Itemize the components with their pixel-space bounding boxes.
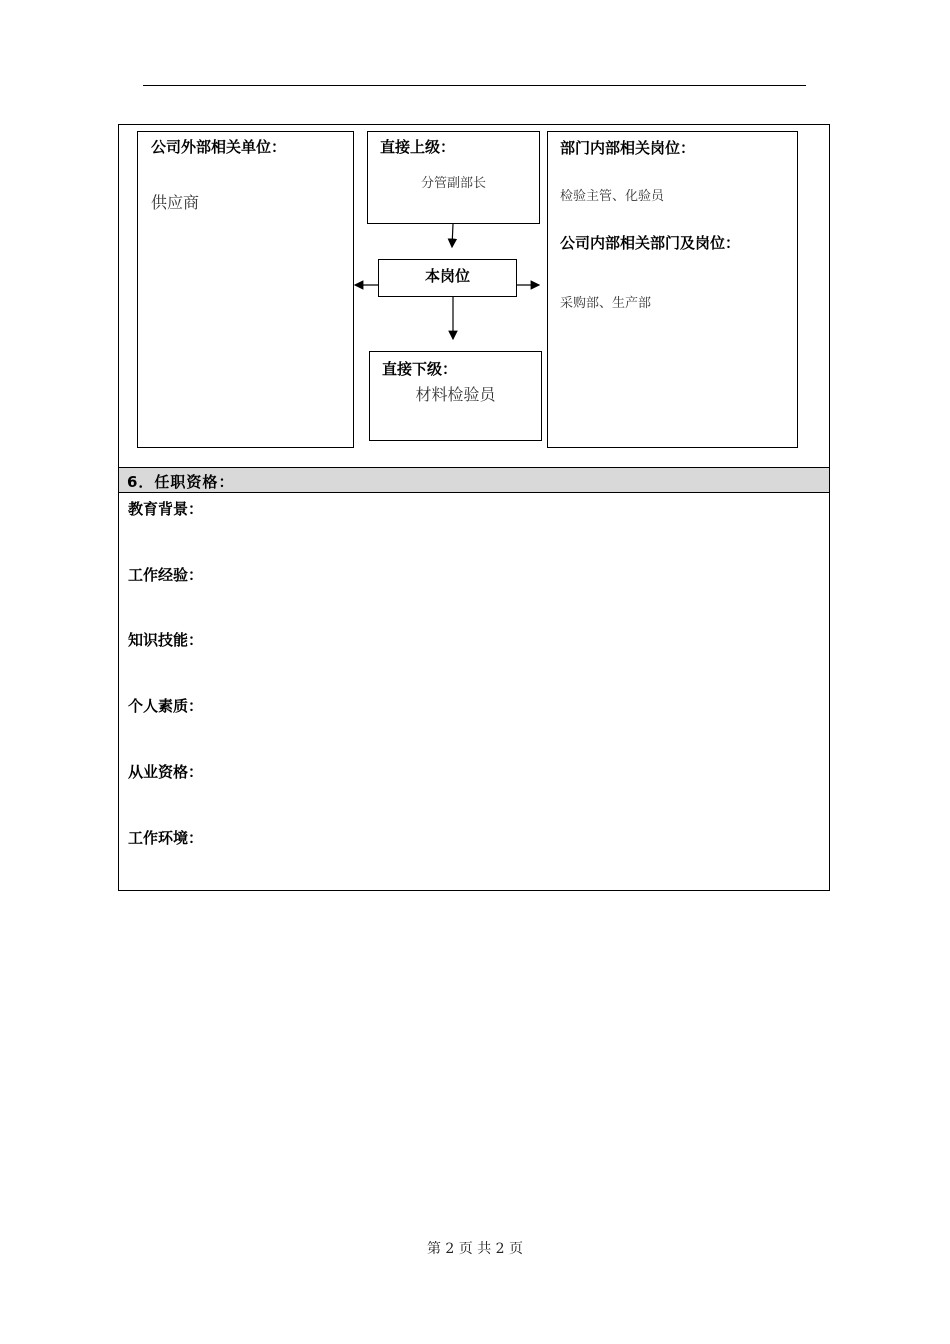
page-footer: 第 2 页 共 2 页	[426, 1241, 524, 1257]
qual-experience: 工作经验：	[128, 566, 204, 584]
external-units-title: 公司外部相关单位：	[151, 138, 287, 156]
qual-personal: 个人素质：	[128, 697, 204, 715]
job-description-table	[118, 124, 830, 891]
this-position-title: 本岗位	[424, 267, 470, 285]
company-internal-value: 采购部、生产部	[560, 296, 652, 311]
qual-education: 教育背景：	[128, 500, 204, 518]
external-units-value: 供应商	[151, 193, 200, 212]
company-internal-title: 公司内部相关部门及岗位：	[560, 234, 741, 252]
dept-internal-title: 部门内部相关岗位：	[560, 139, 696, 157]
qual-certification: 从业资格：	[128, 763, 204, 781]
arrow-superior-to-self	[452, 224, 453, 247]
dept-internal-value: 检验主管、化验员	[560, 189, 665, 204]
qual-skills: 知识技能：	[128, 631, 204, 649]
direct-superior-value: 分管副部长	[420, 176, 486, 191]
direct-superior-title: 直接上级：	[380, 138, 456, 156]
qual-environment: 工作环境：	[128, 829, 204, 847]
section-6-title: 6．任职资格：	[127, 473, 235, 491]
direct-subordinate-title: 直接下级：	[382, 360, 458, 378]
org-chart-arrows	[119, 125, 829, 455]
header-rule	[143, 85, 806, 86]
direct-subordinate-value: 材料检验员	[415, 385, 496, 404]
section-6-header	[119, 467, 829, 493]
